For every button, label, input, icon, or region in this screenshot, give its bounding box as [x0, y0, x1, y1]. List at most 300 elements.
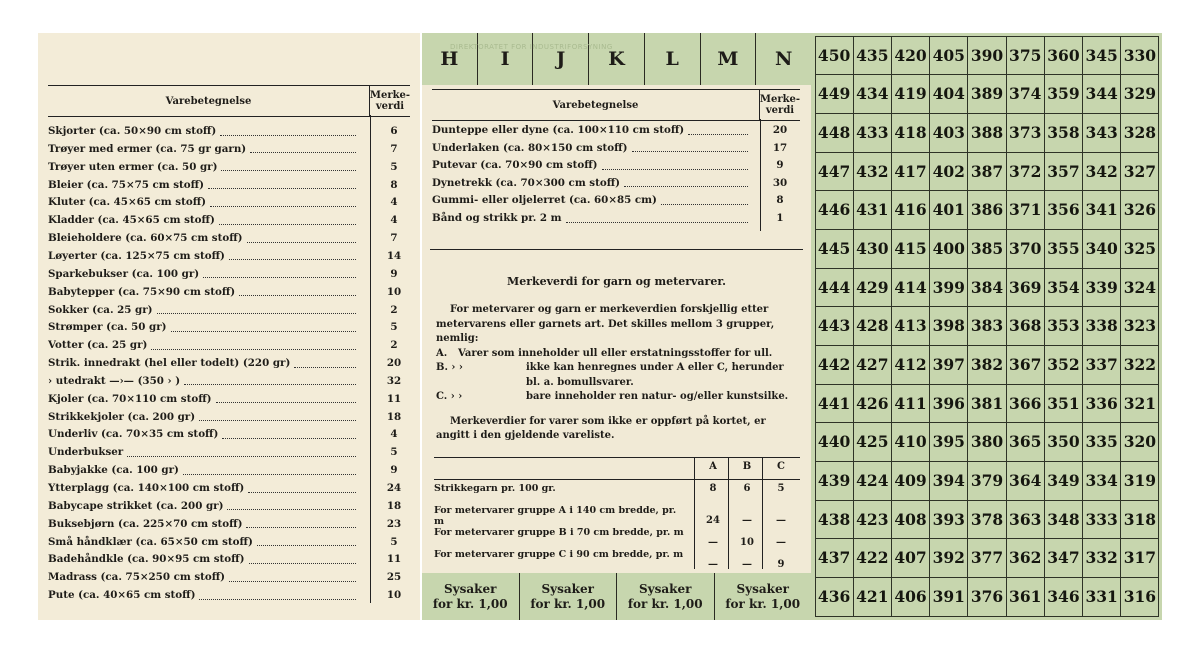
numbered-coupon[interactable]: 332 [1082, 538, 1121, 578]
left-item-row [48, 229, 398, 247]
group-col-divider-a [694, 457, 695, 569]
numbered-coupon[interactable]: 349 [1044, 461, 1083, 501]
sysaker-label: Sysaker [639, 581, 692, 596]
letter-coupon-strip [422, 33, 811, 85]
numbered-coupon[interactable]: 330 [1120, 36, 1159, 76]
leader-dots [248, 484, 356, 493]
numbered-coupon[interactable]: 405 [929, 36, 968, 76]
numbered-coupon[interactable]: 350 [1044, 422, 1083, 462]
group-definition [436, 390, 798, 405]
numbered-coupon[interactable]: 422 [853, 538, 892, 578]
item-label: Små håndklær (ca. 65×50 cm stoff) [48, 535, 253, 548]
numbered-coupon[interactable]: 327 [1120, 152, 1159, 192]
numbered-coupon[interactable]: 446 [815, 190, 854, 230]
left-item-row [48, 479, 402, 497]
numbered-coupon[interactable]: 430 [853, 229, 892, 269]
leader-dots [203, 269, 356, 278]
groups-description [436, 303, 798, 444]
leader-dots [257, 537, 356, 546]
numbered-coupon[interactable]: 404 [929, 74, 968, 114]
numbered-coupon[interactable]: 336 [1082, 384, 1121, 424]
left-item-row [48, 354, 402, 372]
item-value: 1 [776, 212, 784, 224]
item-label: Babyjakke (ca. 100 gr) [48, 464, 179, 477]
section-title: Merkeverdi for garn og metervarer. [507, 275, 726, 288]
numbered-coupon[interactable]: 368 [1006, 306, 1045, 346]
item-value: 4 [390, 428, 398, 441]
item-value: 7 [390, 142, 398, 155]
numbered-coupon[interactable]: 367 [1006, 345, 1045, 385]
numbered-coupon[interactable]: 317 [1120, 538, 1159, 578]
numbered-coupon[interactable]: 320 [1120, 422, 1159, 462]
numbered-coupon[interactable]: 321 [1120, 384, 1159, 424]
item-label: Bleier (ca. 75×75 cm stoff) [48, 178, 204, 191]
left-item-row [48, 301, 398, 319]
numbered-coupon[interactable]: 347 [1044, 538, 1083, 578]
numbered-coupon[interactable]: 386 [967, 190, 1006, 230]
numbered-coupon[interactable]: 412 [891, 345, 930, 385]
leader-dots [632, 143, 749, 152]
leader-dots [208, 180, 356, 189]
numbered-coupon[interactable]: 345 [1082, 36, 1121, 76]
numbered-coupon[interactable]: 319 [1120, 461, 1159, 501]
leader-dots [219, 216, 356, 225]
left-value-column-divider [370, 115, 371, 603]
item-label: Kjoler (ca. 70×110 cm stoff) [48, 392, 212, 405]
numbered-coupon[interactable]: 351 [1044, 384, 1083, 424]
numbered-coupon[interactable]: 318 [1120, 500, 1159, 540]
numbered-coupon[interactable]: 438 [815, 500, 854, 540]
numbered-coupon[interactable]: 344 [1082, 74, 1121, 114]
numbered-coupon[interactable]: 385 [967, 229, 1006, 269]
group-text: ikke kan henregnes under A eller C, herunder bl. a. bomullsvarer. [526, 362, 784, 388]
numbered-coupon[interactable]: 407 [891, 538, 930, 578]
numbered-coupon[interactable]: 352 [1044, 345, 1083, 385]
item-value: 4 [390, 214, 398, 227]
numbered-coupon[interactable]: 427 [853, 345, 892, 385]
item-label: Gummi- eller oljelerret (ca. 60×85 cm) [432, 194, 657, 207]
numbered-coupon[interactable]: 341 [1082, 190, 1121, 230]
numbered-coupon[interactable]: 434 [853, 74, 892, 114]
leader-dots [661, 196, 748, 205]
numbered-coupon[interactable]: 448 [815, 113, 854, 153]
leader-dots [239, 287, 356, 296]
left-item-row [48, 176, 398, 194]
numbered-coupon[interactable]: 400 [929, 229, 968, 269]
numbered-coupon[interactable]: 447 [815, 152, 854, 192]
letter-coupon[interactable]: J [533, 33, 589, 85]
numbered-coupon[interactable]: 323 [1120, 306, 1159, 346]
section-divider [430, 249, 803, 250]
note-text: Merkeverdier for varer som ikke er oppført på kortet, er angitt i den gjeldende vareliste. [436, 415, 766, 441]
numbered-coupon[interactable]: 335 [1082, 422, 1121, 462]
item-value: 20 [772, 124, 788, 136]
sysaker-coupon[interactable] [617, 573, 715, 620]
item-value: 7 [390, 232, 398, 245]
numbered-coupon[interactable]: 397 [929, 345, 968, 385]
item-label: › utedrakt —›— (350 › ) [48, 374, 181, 387]
middle-item-row [432, 121, 788, 139]
item-value: 6 [390, 125, 398, 137]
item-value: 5 [390, 446, 398, 459]
numbered-coupon[interactable]: 393 [929, 500, 968, 540]
numbered-coupon[interactable]: 384 [967, 268, 1006, 308]
left-item-row [48, 408, 402, 426]
numbered-coupon[interactable]: 329 [1120, 74, 1159, 114]
leader-dots [688, 126, 748, 135]
numbered-coupon[interactable]: 419 [891, 74, 930, 114]
numbered-coupon[interactable]: 428 [853, 306, 892, 346]
sysaker-coupon[interactable] [715, 573, 812, 620]
sysaker-amount: for kr. 1,00 [432, 596, 508, 611]
item-value: 14 [386, 249, 402, 262]
item-label: Babycape strikket (ca. 200 gr) [48, 499, 224, 512]
numbered-coupon[interactable]: 445 [815, 229, 854, 269]
numbered-coupon[interactable]: 394 [929, 461, 968, 501]
item-label: Putevar (ca. 70×90 cm stoff) [432, 159, 598, 172]
numbered-coupon[interactable]: 328 [1120, 113, 1159, 153]
numbered-coupon[interactable]: 348 [1044, 500, 1083, 540]
numbered-coupon[interactable]: 415 [891, 229, 930, 269]
item-label: Pute (ca. 40×65 cm stoff) [48, 589, 196, 602]
numbered-coupon[interactable]: 442 [815, 345, 854, 385]
numbered-coupon[interactable]: 392 [929, 538, 968, 578]
numbered-coupon[interactable]: 364 [1006, 461, 1045, 501]
numbered-coupon[interactable]: 357 [1044, 152, 1083, 192]
numbered-coupon[interactable]: 365 [1006, 422, 1045, 462]
group-row-value: — [708, 559, 718, 570]
numbered-coupon[interactable]: 402 [929, 152, 968, 192]
group-row-value: — [708, 537, 718, 548]
item-value: 9 [390, 267, 398, 280]
numbered-coupon[interactable]: 436 [815, 577, 854, 617]
sysaker-coupon-strip [422, 573, 811, 620]
numbered-coupon[interactable]: 353 [1044, 306, 1083, 346]
numbered-coupon[interactable]: 395 [929, 422, 968, 462]
sysaker-coupon[interactable] [422, 573, 520, 620]
numbered-coupon[interactable]: 340 [1082, 229, 1121, 269]
group-col-divider-c [762, 457, 763, 569]
item-value: 5 [390, 321, 398, 334]
numbered-coupon[interactable]: 382 [967, 345, 1006, 385]
group-key: C. › › [436, 391, 463, 402]
item-value: 24 [386, 482, 402, 494]
numbered-coupon[interactable]: 424 [853, 461, 892, 501]
numbered-coupon[interactable]: 399 [929, 268, 968, 308]
numbered-coupon[interactable]: 343 [1082, 113, 1121, 153]
item-value: 17 [772, 141, 788, 154]
coupon-sheet [811, 33, 1162, 620]
numbered-coupon[interactable]: 378 [967, 500, 1006, 540]
numbered-coupon[interactable]: 322 [1120, 345, 1159, 385]
numbered-coupon[interactable]: 441 [815, 384, 854, 424]
numbered-coupon[interactable]: 325 [1120, 229, 1159, 269]
leader-dots [157, 305, 356, 314]
numbered-coupon[interactable]: 342 [1082, 152, 1121, 192]
left-item-row [48, 211, 398, 229]
item-value: 4 [390, 196, 398, 209]
numbered-coupon[interactable]: 374 [1006, 74, 1045, 114]
numbered-coupon[interactable]: 339 [1082, 268, 1121, 308]
numbered-coupon[interactable]: 381 [967, 384, 1006, 424]
numbered-coupon[interactable]: 444 [815, 268, 854, 308]
numbered-coupon[interactable]: 409 [891, 461, 930, 501]
numbered-coupon[interactable]: 355 [1044, 229, 1083, 269]
item-label: Skjorter (ca. 50×90 cm stoff) [48, 125, 217, 137]
group-column-header: C [777, 461, 785, 472]
group-row-value: 9 [777, 559, 785, 570]
item-value: 18 [386, 410, 402, 423]
item-label: Kladder (ca. 45×65 cm stoff) [48, 214, 215, 227]
numbered-coupon[interactable]: 326 [1120, 190, 1159, 230]
item-label: Sparkebukser (ca. 100 gr) [48, 267, 200, 280]
group-definition [436, 361, 798, 390]
leader-dots [199, 591, 356, 600]
middle-table-header [432, 89, 800, 121]
numbered-coupon[interactable]: 383 [967, 306, 1006, 346]
left-item-row [48, 283, 402, 301]
item-value: 18 [386, 499, 402, 512]
numbered-coupon[interactable]: 379 [967, 461, 1006, 501]
numbered-coupon[interactable]: 403 [929, 113, 968, 153]
numbered-coupon[interactable]: 396 [929, 384, 968, 424]
left-header-value: Merke- verdi [369, 86, 410, 116]
numbered-coupon[interactable]: 408 [891, 500, 930, 540]
numbered-coupon[interactable]: 316 [1120, 577, 1159, 617]
group-row-value: 10 [740, 537, 754, 548]
item-value: 10 [386, 589, 402, 602]
item-label: Underlaken (ca. 80×150 cm stoff) [432, 141, 628, 154]
item-label: Trøyer uten ermer (ca. 50 gr) [48, 160, 218, 173]
numbered-coupon[interactable]: 388 [967, 113, 1006, 153]
group-list [436, 347, 798, 405]
numbered-coupon[interactable]: 389 [967, 74, 1006, 114]
numbered-coupon[interactable]: 435 [853, 36, 892, 76]
item-value: 8 [390, 178, 398, 191]
numbered-coupon[interactable]: 373 [1006, 113, 1045, 153]
group-row-value: 24 [706, 515, 720, 526]
group-row-label: Strikkegarn pr. 100 gr. [434, 483, 556, 494]
group-col-divider-b [728, 457, 729, 569]
numbered-coupon[interactable]: 371 [1006, 190, 1045, 230]
numbered-coupon[interactable]: 324 [1120, 268, 1159, 308]
leader-dots [171, 323, 356, 332]
leader-dots [151, 341, 356, 350]
leader-dots [566, 214, 748, 223]
left-item-row [48, 140, 398, 158]
watermark-text: DIREKTORATET FOR INDUSTRIFORSYNING [450, 43, 613, 51]
item-value: 5 [390, 535, 398, 548]
numbered-coupon[interactable]: 443 [815, 306, 854, 346]
numbered-coupon[interactable]: 426 [853, 384, 892, 424]
item-label: Strømper (ca. 50 gr) [48, 321, 167, 334]
numbered-coupon[interactable]: 421 [853, 577, 892, 617]
numbered-coupon[interactable]: 366 [1006, 384, 1045, 424]
leader-dots [221, 162, 356, 171]
item-label: Votter (ca. 25 gr) [48, 339, 148, 352]
sysaker-coupon[interactable] [520, 573, 618, 620]
sysaker-amount: for kr. 1,00 [725, 596, 801, 611]
numbered-coupon[interactable]: 416 [891, 190, 930, 230]
item-label: Ytterplagg (ca. 140×100 cm stoff) [48, 482, 245, 494]
numbered-coupon[interactable]: 337 [1082, 345, 1121, 385]
left-item-row [48, 318, 398, 336]
leader-dots [249, 555, 356, 564]
numbered-coupon[interactable]: 425 [853, 422, 892, 462]
left-item-row [48, 461, 398, 479]
leader-dots [246, 519, 356, 528]
item-value: 11 [386, 392, 402, 405]
item-value: 10 [386, 285, 402, 298]
group-table-top-rule [434, 457, 800, 458]
left-item-row [48, 586, 402, 604]
sysaker-amount: for kr. 1,00 [627, 596, 703, 611]
numbered-coupon[interactable]: 401 [929, 190, 968, 230]
left-item-row [48, 193, 398, 211]
numbered-coupon[interactable]: 417 [891, 152, 930, 192]
middle-item-row [432, 156, 784, 174]
numbered-coupon[interactable]: 449 [815, 74, 854, 114]
item-label: Trøyer med ermer (ca. 75 gr garn) [48, 142, 247, 155]
leader-dots [183, 466, 356, 475]
coupon-grid [815, 36, 1159, 616]
numbered-coupon[interactable]: 410 [891, 422, 930, 462]
numbered-coupon[interactable]: 358 [1044, 113, 1083, 153]
sysaker-label: Sysaker [541, 581, 594, 596]
sysaker-label: Sysaker [444, 581, 497, 596]
numbered-coupon[interactable]: 370 [1006, 229, 1045, 269]
leader-dots [210, 198, 356, 207]
group-row-value: — [776, 537, 786, 548]
left-page [38, 33, 420, 620]
numbered-coupon[interactable]: 356 [1044, 190, 1083, 230]
left-item-row [48, 425, 398, 443]
item-label: Buksebjørn (ca. 225×70 cm stoff) [48, 517, 243, 530]
letter-coupon[interactable]: I [478, 33, 534, 85]
numbered-coupon[interactable]: 406 [891, 577, 930, 617]
letter-coupon[interactable]: N [774, 48, 793, 70]
group-text: Varer som inneholder ull eller erstatningsstoffer for ull. [458, 347, 773, 359]
leader-dots [216, 394, 356, 403]
numbered-coupon[interactable]: 429 [853, 268, 892, 308]
numbered-coupon[interactable]: 390 [967, 36, 1006, 76]
item-label: Bleieholdere (ca. 60×75 cm stoff) [48, 232, 243, 245]
group-key: A. [436, 347, 448, 359]
numbered-coupon[interactable]: 433 [853, 113, 892, 153]
numbered-coupon[interactable]: 423 [853, 500, 892, 540]
numbered-coupon[interactable]: 375 [1006, 36, 1045, 76]
group-row-value: — [742, 515, 752, 526]
left-item-row [48, 336, 398, 354]
group-row-label: For metervarer gruppe C i 90 cm bredde, pr. m [434, 549, 684, 560]
item-label: Madrass (ca. 75×250 cm stoff) [48, 571, 226, 584]
item-label: Dynetrekk (ca. 70×300 cm stoff) [432, 176, 621, 189]
numbered-coupon[interactable]: 440 [815, 422, 854, 462]
numbered-coupon[interactable]: 387 [967, 152, 1006, 192]
numbered-coupon[interactable]: 363 [1006, 500, 1045, 540]
left-item-row [48, 122, 398, 140]
leader-dots [247, 234, 356, 243]
sysaker-amount: for kr. 1,00 [530, 596, 606, 611]
item-label: Kluter (ca. 45×65 cm stoff) [48, 196, 207, 209]
leader-dots [229, 251, 356, 260]
item-value: 5 [390, 160, 398, 173]
numbered-coupon[interactable]: 362 [1006, 538, 1045, 578]
numbered-coupon[interactable]: 413 [891, 306, 930, 346]
letter-coupon[interactable]: M [701, 33, 757, 85]
numbered-coupon[interactable]: 369 [1006, 268, 1045, 308]
numbered-coupon[interactable]: 431 [853, 190, 892, 230]
intro-text: For metervarer og garn er merkeverdien forskjellig etter metervarens eller garnets art. Det skilles mellom 3 grupper, nemlig: [436, 304, 775, 344]
numbered-coupon[interactable]: 331 [1082, 577, 1121, 617]
numbered-coupon[interactable]: 450 [815, 36, 854, 76]
numbered-coupon[interactable]: 398 [929, 306, 968, 346]
group-row-label: For metervarer gruppe A i 140 cm bredde, pr. m [434, 505, 677, 527]
leader-dots [184, 376, 356, 385]
letter-coupon[interactable]: K [589, 33, 645, 85]
numbered-coupon[interactable]: 380 [967, 422, 1006, 462]
group-definition [436, 347, 798, 362]
left-item-row [48, 390, 402, 408]
item-value: 9 [390, 464, 398, 477]
leader-dots [294, 359, 356, 368]
numbered-coupon[interactable]: 346 [1044, 577, 1083, 617]
left-item-row [48, 568, 402, 586]
numbered-coupon[interactable]: 418 [891, 113, 930, 153]
numbered-coupon[interactable]: 377 [967, 538, 1006, 578]
leader-dots [127, 448, 356, 457]
item-value: 25 [386, 571, 402, 584]
leader-dots [624, 178, 748, 187]
leader-dots [250, 144, 356, 153]
numbered-coupon[interactable]: 333 [1082, 500, 1121, 540]
left-item-row [48, 533, 398, 551]
middle-page [422, 33, 811, 620]
numbered-coupon[interactable]: 414 [891, 268, 930, 308]
item-value: 11 [386, 553, 402, 566]
numbered-coupon[interactable]: 437 [815, 538, 854, 578]
leader-dots [227, 501, 356, 510]
group-row-value: — [776, 515, 786, 526]
numbered-coupon[interactable]: 411 [891, 384, 930, 424]
leader-dots [602, 161, 748, 170]
numbered-coupon[interactable]: 376 [967, 577, 1006, 617]
numbered-coupon[interactable]: 420 [891, 36, 930, 76]
numbered-coupon[interactable]: 391 [929, 577, 968, 617]
group-row-value: — [742, 559, 752, 570]
numbered-coupon[interactable]: 432 [853, 152, 892, 192]
numbered-coupon[interactable]: 338 [1082, 306, 1121, 346]
numbered-coupon[interactable]: 372 [1006, 152, 1045, 192]
left-item-row [48, 247, 402, 265]
middle-item-row [432, 139, 788, 157]
left-item-row [48, 550, 402, 568]
letter-coupon[interactable]: L [645, 33, 701, 85]
letter-coupon[interactable]: H [422, 33, 478, 85]
leader-dots [199, 412, 356, 421]
numbered-coupon[interactable]: 439 [815, 461, 854, 501]
numbered-coupon[interactable]: 361 [1006, 577, 1045, 617]
numbered-coupon[interactable]: 334 [1082, 461, 1121, 501]
item-label: Strikkekjoler (ca. 200 gr) [48, 410, 196, 423]
item-value: 30 [772, 176, 788, 189]
numbered-coupon[interactable]: 354 [1044, 268, 1083, 308]
numbered-coupon[interactable]: 360 [1044, 36, 1083, 76]
item-value: 20 [386, 357, 402, 370]
numbered-coupon[interactable]: 359 [1044, 74, 1083, 114]
group-key: B. › › [436, 362, 463, 373]
item-value: 23 [386, 517, 402, 530]
